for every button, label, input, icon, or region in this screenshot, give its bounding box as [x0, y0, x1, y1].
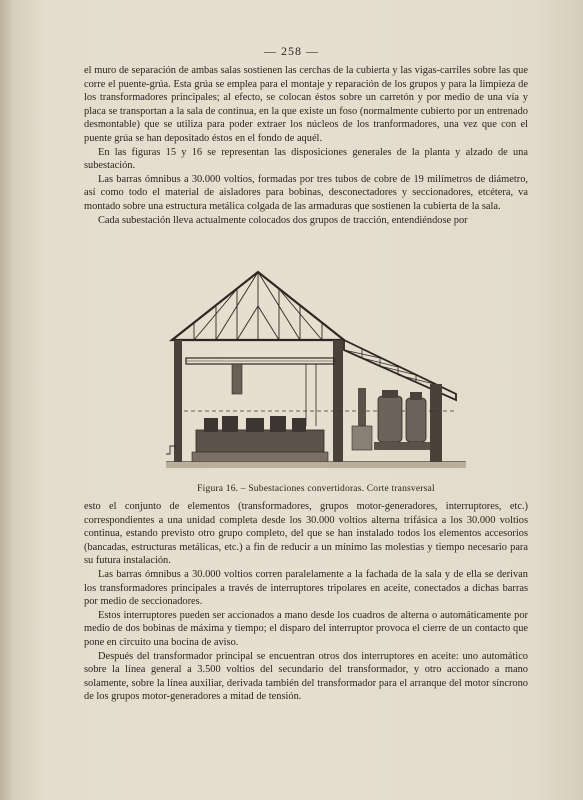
text-block-top: [84, 64, 528, 227]
paragraph: En las figuras 15 y 16 se representan las disposiciones generales de la planta y alzado de una subestación.: [84, 146, 528, 172]
paragraph: Las barras ómnibus a 30.000 voltios corren paralelamente a la fachada de la sala y de ella se derivan los transformadores principales a través de interruptores tripolares en aceite, conectados a dichas barras por medio de seccionadores.: [84, 568, 528, 608]
paragraph: el muro de separación de ambas salas sostienen las cerchas de la cubierta y las vigas-carriles sobre las que corre el puente-grúa. Esta grúa se emplea para el montaje y reparación de los grupos y para la limpieza de los transformadores principales; al efecto, se colocan éstos sobre un carretón y por medio de una vía y placa se transportan a la sala de continua, en la que existe un foso (normalmente cubierto por un entrenado desmontable) que se utiliza para poder extraer los núcleos de los tranformadores, una vez que con el puente grúa se han depositado éstos en el fondo de aquél.: [84, 65, 528, 144]
paragraph: Cada subestación lleva actualmente colocados dos grupos de tracción, entendiéndose por: [98, 214, 468, 226]
paragraph: Estos interruptores pueden ser accionados a mano desde los cuadros de alterna o automáticamente por medio de dos bobinas de máxima y tiempo; el disparo del interruptor provoca el cierre de un contacto que pone en circuito una bocina de aviso.: [84, 609, 528, 648]
text-block-bottom: [84, 500, 528, 704]
figure-substation-cross-section: [166, 266, 466, 476]
paragraph: Las barras ómnibus a 30.000 voltios, formadas por tres tubos de cobre de 19 milímetros de diámetro, así como todo el material de aisladores para bobinas, desconectadores y seccionadores, etcétera, va montado sobre una estructura metálica colgada de las armaduras que sostienen la cubierta de la sala.: [84, 173, 528, 212]
figure-caption: Figura 16. – Subestaciones convertidoras. Corte transversal: [197, 484, 435, 494]
paragraph: esto el conjunto de elementos (transformadores, grupos motor-generadores, interruptores, etc.) correspondientes a una unidad completa desde los 30.000 voltios alterna trifásica a los 30.000 voltios continua, estando previsto otro grupo completo, del que se han instalado todos los elementos accesorios (bancadas, estructuras metálicas, etc.) a fin de reducir a un mínimo las molestias y tiempo necesario para su futura instalación.: [84, 501, 528, 567]
page-number: — 258 —: [264, 44, 319, 58]
page-gutter-shadow: [0, 0, 14, 800]
paragraph: Después del transformador principal se encuentran otros dos interruptores en aceite: uno automático sobre la línea general a 3.500 voltios del secundario del transformador, y otro accionado a mano solamente, sobre la línea auxiliar, derivada también del transformador para el arranque del motor síncrono de los grupos motor-generadores a mitad de tensión.: [84, 650, 528, 703]
substation-drawing: [166, 266, 466, 476]
